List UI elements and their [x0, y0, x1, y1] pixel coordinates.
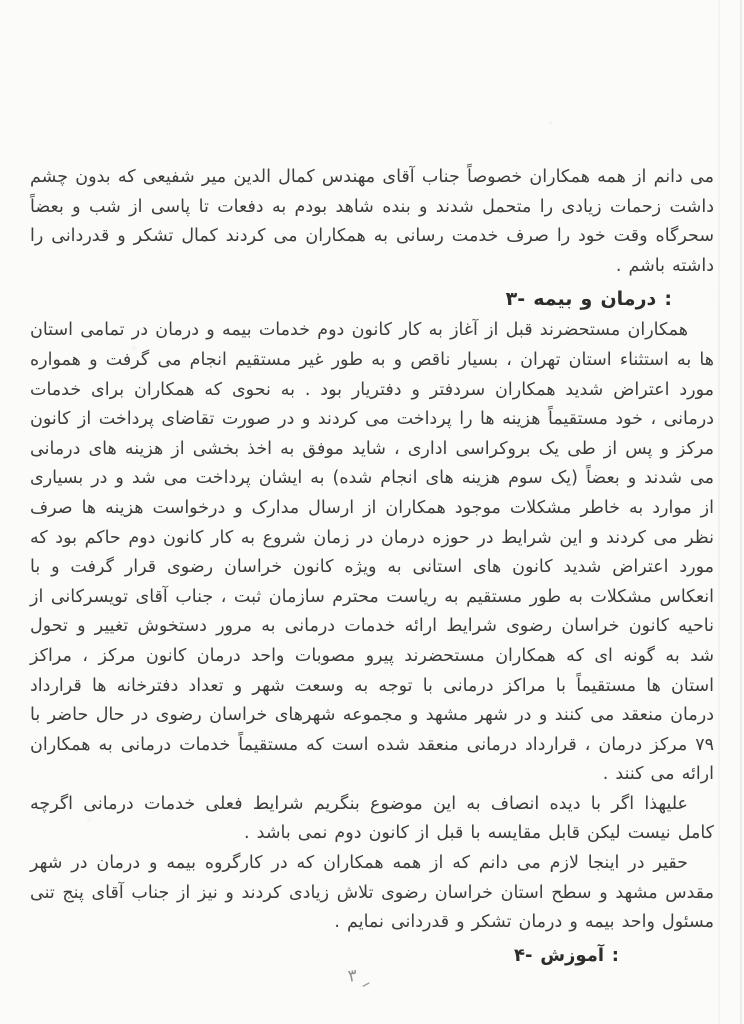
scan-crease-line [718, 0, 720, 1024]
section-number: ۳- [505, 288, 526, 311]
heading-word: درمان [600, 288, 657, 311]
heading-colon: : [664, 288, 672, 311]
handwritten-page-number [346, 965, 372, 991]
heading-word: آموزش [540, 944, 605, 966]
heading-colon: : [611, 944, 619, 966]
paragraph-continuation: می دانم از همه همکاران خصوصاً جناب آقای مهندس کمال الدین میر شفیعی که بدون چشم داشت زحمات زیادی را متحمل شدند و بنده شاهد بودم به دفعات تا پاسی از شب و بعضاً سحرگاه وقت خود را صرف خدمت رسانی به همکاران می کردند کمال تشکر و قدردانی را داشته باشم . [30, 167, 714, 276]
paragraph-insurance-note: علیهذا اگر با دیده انصاف به این موضوع بنگریم شرایط فعلی خدمات درمانی اگرچه کامل نیست لیکن قابل مقایسه با قبل از کانون دوم نمی باشد . [30, 793, 714, 844]
section-heading-insurance [30, 284, 714, 314]
section-heading-education [30, 941, 714, 971]
heading-word: و [580, 288, 593, 311]
scan-edge-line [740, 0, 742, 1024]
heading-word: بیمه [533, 288, 573, 311]
paragraph-acknowledgement: حقیر در اینجا لازم می دانم که از همه همکاران که در کارگروه بیمه و درمان در شهر مقدس مشهد و سطح استان خراسان رضوی تلاش زیادی کردند و نیز از جناب آقای پنج تنی مسئول واحد بیمه و درمان تشکر و قدردانی نمایم . [30, 853, 714, 933]
section-number: ۴- [513, 944, 533, 966]
pen-swash: ـ [356, 971, 372, 991]
page-text-block [30, 163, 714, 973]
page-number-value: ۳ [346, 965, 359, 987]
paragraph-insurance-body: همکاران مستحضرند قبل از آغاز به کار کانون دوم خدمات بیمه و درمان در تمامی استان ها به استثناء استان تهران ، بسیار ناقص و به طور غیر مستقیم انجام می گرفت و همواره مورد اعتراض شدید همکاران سردفتر و دفتریار بود . به نحوی که همکاران برای خدمات درمانی ، خود مستقیماً هزینه ها را پرداخت می کردند و در صورت تقاضای پرداخت از کانون مرکز و پس از طی یک بروکراسی اداری ، شاید موفق به اخذ بخشی از هزینه های درمانی می شدند و بعضاً (یک سوم هزینه های انجام شده) به ایشان پرداخت می شد و در بسیاری از موارد به خاطر مشکلات موجود همکاران از ارسال مدارک و درخواست هزینه ها صرف نظر می کردند و این شرایط در حوزه درمان در زمان شروع به کار کانون دوم حاکم بود که مورد اعتراض شدید کانون های استانی به ویژه کانون خراسان رضوی قرار گرفت و با انعکاس مشکلات به طور مستقیم به ریاست محترم سازمان ثبت ، جناب آقای تویسرکانی از ناحیه کانون خراسان رضوی شرایط ارائه خدمات درمانی به مرور دستخوش تغییر و تحول شد به گونه ای که همکاران مستحضرند پیرو مصوبات واحد درمان کانون مرکز ، مراکز استان ها مستقیماً با مراکز درمانی با توجه به وسعت شهر و تعداد دفترخانه ها قرارداد درمان منعقد می کنند و در شهر مشهد و مجموعه شهرهای خراسان رضوی در حال حاضر با ۷۹ مرکز درمان ، قرارداد درمانی منعقد شده است که مستقیماً خدمات درمانی به همکاران ارائه می کنند . [30, 320, 714, 785]
